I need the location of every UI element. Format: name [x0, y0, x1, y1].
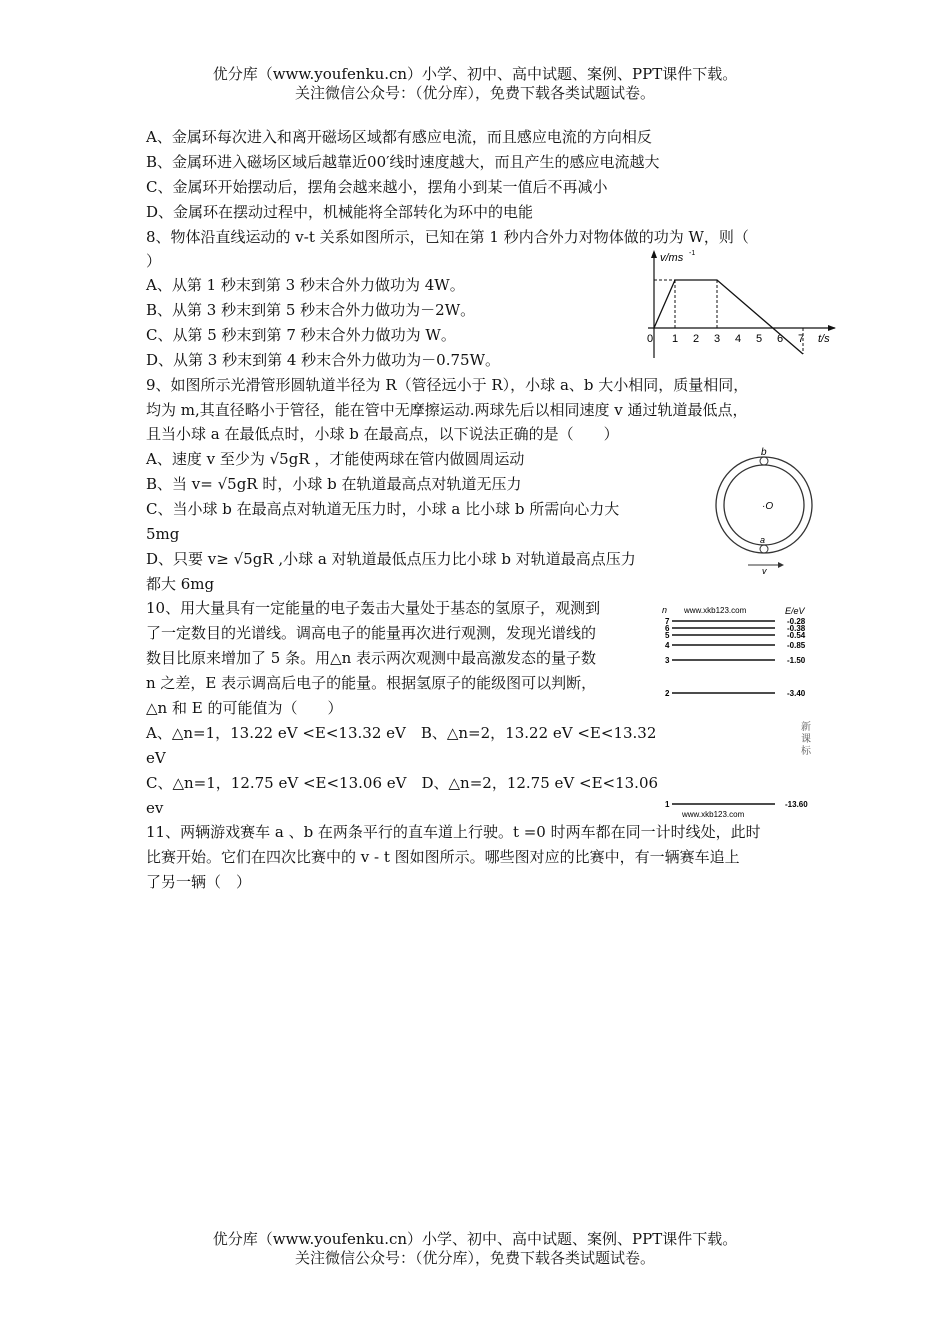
- q10-options-cd-cont: ev: [146, 799, 164, 817]
- tick-label: 1: [672, 333, 679, 345]
- level-e: -13.60: [785, 800, 808, 809]
- level-e: -0.28: [787, 617, 806, 626]
- q7-option-a: A、金属环每次进入和离开磁场区域都有感应电流，而且感应电流的方向相反: [146, 128, 652, 146]
- q9-option-d: D、只要 v≥ √5gR ,小球 a 对轨道最低点压力比小球 b 对轨道最高点压力: [146, 550, 636, 568]
- q9-stem-2: 均为 m,其直径略小于管径，能在管中无摩擦运动.两球先后以相同速度 v 通过轨道最低点，: [146, 401, 748, 419]
- level-n: 5: [665, 631, 670, 640]
- n-label: n: [662, 605, 668, 615]
- velocity-arrowhead: [778, 562, 784, 568]
- q7-option-d: D、金属环在摆动过程中，机械能将全部转化为环中的电能: [146, 203, 534, 221]
- side-text: 新: [801, 722, 811, 733]
- level-e: -3.40: [787, 689, 806, 698]
- q8-option-c: C、从第 5 秒末到第 7 秒末合外力做功为 W。: [146, 326, 456, 344]
- tick-label: 6: [777, 333, 784, 345]
- q10-stem-4: n 之差，E 表示调高后电子的能量。根据氢原子的能级图可以判断，: [146, 674, 597, 692]
- y-axis-label: v/ms: [660, 252, 684, 264]
- page-header-line2: 关注微信公众号：（优分库），免费下载各类试题试卷。: [294, 84, 655, 102]
- tick-label: 3: [714, 333, 721, 345]
- side-text: 标: [801, 746, 811, 757]
- label-a: a: [760, 535, 766, 545]
- q10-stem-2: 了一定数目的光谱线。调高电子的能量再次进行观测，发现光谱线的: [146, 624, 597, 642]
- page-header-line1: 优分库（www.youfenku.cn）小学、初中、高中试题、案例、PPT课件下载。: [212, 65, 738, 83]
- q11-stem-3: 了另一辆（ ）: [146, 873, 252, 891]
- q9-stem-3: 且当小球 a 在最低点时，小球 b 在最高点，以下说法正确的是（ ）: [146, 425, 619, 443]
- side-text: 课: [801, 734, 811, 745]
- level-n: 2: [665, 689, 670, 698]
- q8-vt-graph: [640, 248, 840, 360]
- level-e: -0.38: [787, 624, 806, 633]
- q9-option-a: A、速度 v 至少为 √5gR ，才能使两球在管内做圆周运动: [146, 450, 525, 468]
- q9-stem-1: 9、如图所示光滑管形圆轨道半径为 R（管径远小于 R），小球 a、b 大小相同，质量相同，: [146, 376, 749, 394]
- x-axis-label: t/s: [818, 333, 830, 345]
- tick-label: 5: [756, 333, 763, 345]
- q10-stem-3: 数目比原来增加了 5 条。用△n 表示两次观测中最高激发态的量子数: [146, 649, 597, 667]
- q10-options-ab: A、△n=1，13.22 eV <E<13.32 eV B、△n=2，13.22 eV <E<13.32: [146, 724, 657, 742]
- label-v: v: [762, 566, 767, 574]
- q9-option-b: B、当 v= √5gR 时，小球 b 在轨道最高点对轨道无压力: [146, 475, 522, 493]
- q9-option-c: C、当小球 b 在最高点对轨道无压力时，小球 a 比小球 b 所需向心力大: [146, 500, 620, 518]
- q10-options-ab-cont: eV: [146, 749, 166, 767]
- page-footer-line1: 优分库（www.youfenku.cn）小学、初中、高中试题、案例、PPT课件下载。: [212, 1230, 738, 1248]
- tick-label: 0: [647, 333, 654, 345]
- level-n: 4: [665, 641, 670, 650]
- q7-option-b: B、金属环进入磁场区域后越靠近00′线时速度越大，而且产生的感应电流越大: [146, 153, 660, 171]
- q11-stem-2: 比赛开始。它们在四次比赛中的 v - t 图如图所示。哪些图对应的比赛中，有一辆赛车追上: [146, 848, 740, 866]
- q10-options-cd: C、△n=1，12.75 eV <E<13.06 eV D、△n=2，12.75 eV <E<13.06: [146, 774, 659, 792]
- ball-a: [760, 545, 768, 553]
- label-b: b: [761, 447, 767, 458]
- energy-label: E/eV: [785, 606, 805, 616]
- level-n: 6: [665, 624, 670, 633]
- q9-track-figure: [712, 444, 822, 574]
- ball-b: [760, 457, 768, 465]
- tick-label: 7: [798, 333, 805, 345]
- y-axis-label-exp: -1: [689, 250, 696, 257]
- tick-label: 2: [693, 333, 700, 345]
- q8-option-a: A、从第 1 秒末到第 3 秒末合外力做功为 4W。: [146, 276, 465, 294]
- level-e: -0.54: [787, 631, 806, 640]
- label-o: ·O: [762, 501, 774, 512]
- q8-option-b: B、从第 3 秒末到第 5 秒末合外力做功为－2W。: [146, 301, 476, 319]
- level-e: -0.85: [787, 641, 806, 650]
- watermark-bottom: www.xkb123.com: [682, 810, 745, 819]
- q9-option-c-cont: 5mg: [146, 525, 180, 543]
- watermark-top: www.xkb123.com: [684, 606, 747, 615]
- level-n: 1: [665, 800, 670, 809]
- q8-stem: 8、物体沿直线运动的 v-t 关系如图所示，已知在第 1 秒内合外力对物体做的功为 W，则（: [146, 228, 749, 246]
- tick-label: 4: [735, 333, 742, 345]
- q10-stem-5: △n 和 E 的可能值为（ ）: [146, 699, 343, 717]
- q10-energy-level-diagram: [660, 603, 820, 823]
- y-axis-arrow: [651, 250, 657, 258]
- q11-stem-1: 11、两辆游戏赛车 a 、b 在两条平行的直车道上行驶。t =0 时两车都在同一计时线处，此时: [146, 823, 761, 841]
- q10-stem-1: 10、用大量具有一定能量的电子轰击大量处于基态的氢原子，观测到: [146, 599, 601, 617]
- q9-option-d-cont: 都大 6mg: [146, 575, 215, 593]
- x-axis-arrow: [828, 325, 836, 331]
- q8-option-d: D、从第 3 秒末到第 4 秒末合外力做功为－0.75W。: [146, 351, 501, 369]
- page-footer-line2: 关注微信公众号：（优分库），免费下载各类试题试卷。: [294, 1249, 655, 1267]
- q8-stem-end: ）: [146, 252, 162, 270]
- level-n: 3: [665, 656, 670, 665]
- q7-option-c: C、金属环开始摆动后，摆角会越来越小，摆角小到某一值后不再减小: [146, 178, 608, 196]
- level-n: 7: [665, 617, 670, 626]
- level-e: -1.50: [787, 656, 806, 665]
